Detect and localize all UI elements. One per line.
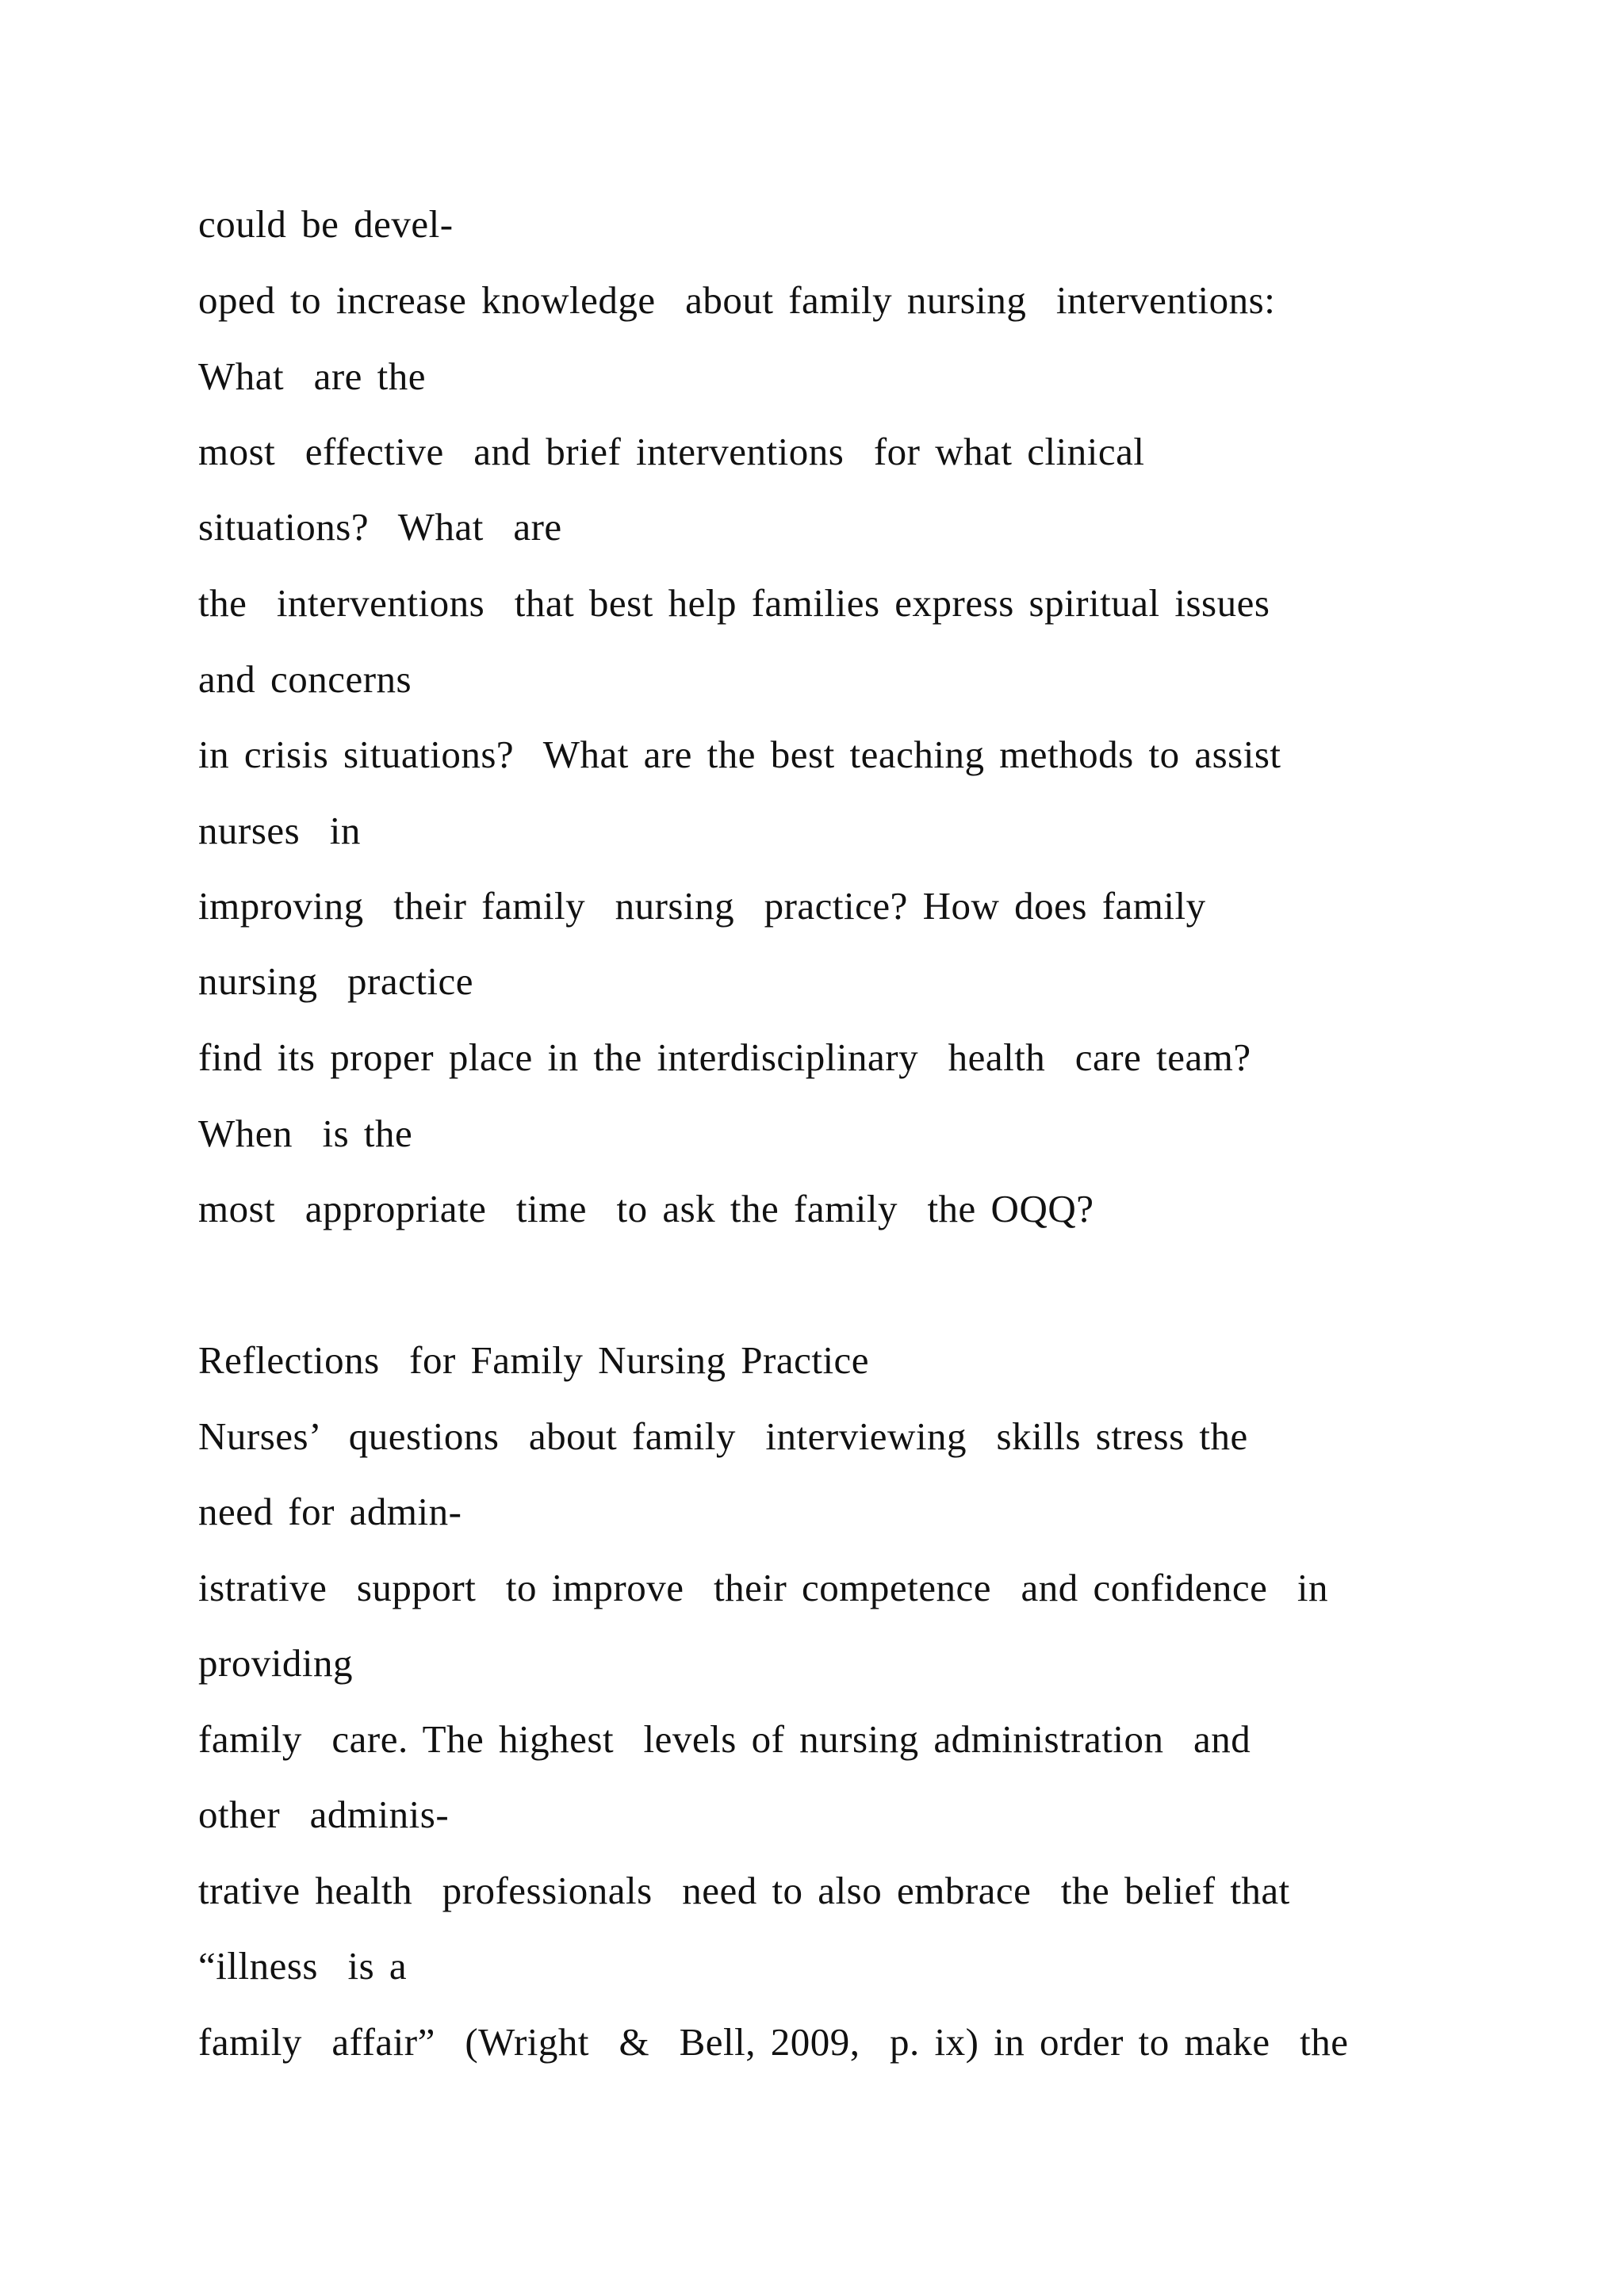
text-line: istrative support to improve their competence and confidence in <box>198 1566 1329 1609</box>
text-line: When is the <box>198 1112 413 1155</box>
text-line: nursing practice <box>198 959 474 1003</box>
text-line: “illness is a <box>198 1944 408 1988</box>
text-line: could be devel- <box>198 202 454 246</box>
text-line: find its proper place in the interdisciplinary health care team? <box>198 1035 1251 1079</box>
text-line: What are the <box>198 354 427 398</box>
text-line: most appropriate time to ask the family the OQQ? <box>198 1187 1094 1230</box>
text-line: family affair” (Wright & Bell, 2009, p. ix) in order to make the <box>198 2020 1349 2064</box>
text-line: nurses in <box>198 809 361 852</box>
text-line: other adminis- <box>198 1793 450 1836</box>
section-heading: Reflections for Family Nursing Practice <box>198 1338 870 1382</box>
text-line: trative health professionals need to also embrace the belief that <box>198 1869 1290 1912</box>
text-line: providing <box>198 1641 354 1685</box>
text-line: situations? What are <box>198 505 562 549</box>
text-line: oped to increase knowledge about family nursing interventions: <box>198 278 1276 322</box>
text-line: Nurses’ questions about family interviewing skills stress the <box>198 1414 1248 1458</box>
text-line: and concerns <box>198 657 412 701</box>
text-line: the interventions that best help families express spiritual issues <box>198 581 1270 625</box>
text-line: improving their family nursing practice? How does family <box>198 884 1206 928</box>
text-line: family care. The highest levels of nursing administration and <box>198 1717 1251 1761</box>
text-line: need for admin- <box>198 1490 462 1533</box>
text-line: most effective and brief interventions for what clinical <box>198 430 1145 473</box>
text-line: in crisis situations? What are the best teaching methods to assist <box>198 733 1281 776</box>
